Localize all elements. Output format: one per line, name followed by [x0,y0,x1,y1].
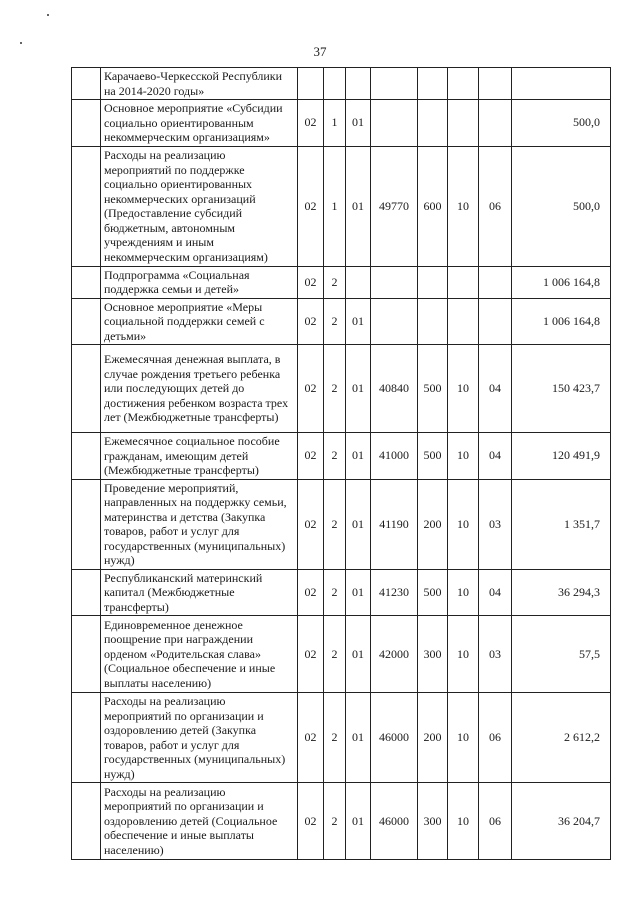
cell-name: Карачаево-Черкесской Республики на 2014-2020 годы» [101,68,298,100]
cell-section: 10 [448,693,479,783]
cell-amount: 150 423,7 [512,345,611,433]
cell-event: 01 [346,433,371,480]
cell-section: 10 [448,479,479,569]
cell-number [72,616,101,693]
cell-program: 02 [298,616,324,693]
cell-subsection: 04 [479,569,512,616]
cell-name: Единовременное денежное поощрение при награждении орденом «Родительская слава» (Социальное обеспечение и иные выплаты населению) [101,616,298,693]
cell-expense-type: 300 [418,616,448,693]
cell-amount: 1 006 164,8 [512,266,611,298]
cell-subsection: 03 [479,479,512,569]
cell-section [448,298,479,345]
cell-name: Проведение мероприятий, направленных на поддержку семьи, материнства и детства (Закупка товаров, работ и услуг для государственных (муниципальных) нужд) [101,479,298,569]
cell-event: 01 [346,146,371,266]
cell-event [346,266,371,298]
cell-subsection [479,266,512,298]
cell-subsection: 03 [479,616,512,693]
cell-amount [512,68,611,100]
cell-amount: 500,0 [512,100,611,147]
cell-subsection: 06 [479,783,512,860]
page-number: 37 [313,44,327,59]
cell-expense-type: 600 [418,146,448,266]
cell-program [298,68,324,100]
cell-subsection [479,100,512,147]
cell-event: 01 [346,100,371,147]
cell-program: 02 [298,146,324,266]
cell-subprogram: 1 [324,146,346,266]
budget-table-body [72,68,611,860]
table-row [72,433,611,480]
cell-subsection: 04 [479,345,512,433]
scan-speck [20,42,22,44]
cell-direction: 42000 [371,616,418,693]
table-row [72,298,611,345]
cell-subprogram: 2 [324,616,346,693]
cell-program: 02 [298,569,324,616]
table-row [72,68,611,100]
cell-expense-type: 200 [418,479,448,569]
cell-subsection: 06 [479,146,512,266]
cell-event: 01 [346,569,371,616]
cell-amount: 57,5 [512,616,611,693]
cell-name: Ежемесячное социальное пособие гражданам, имеющим детей (Межбюджетные трансферты) [101,433,298,480]
cell-subsection [479,298,512,345]
budget-table [71,67,611,860]
cell-number [72,146,101,266]
cell-direction: 40840 [371,345,418,433]
table-row [72,783,611,860]
cell-direction: 41000 [371,433,418,480]
table-row [72,100,611,147]
cell-number [72,783,101,860]
cell-expense-type [418,298,448,345]
cell-name: Основное мероприятие «Меры социальной поддержки семей с детьми» [101,298,298,345]
cell-subprogram: 2 [324,266,346,298]
cell-direction: 41230 [371,569,418,616]
table-row [72,479,611,569]
cell-program: 02 [298,298,324,345]
cell-program: 02 [298,479,324,569]
cell-subprogram: 1 [324,100,346,147]
cell-direction [371,68,418,100]
cell-number [72,433,101,480]
cell-event: 01 [346,783,371,860]
cell-program: 02 [298,345,324,433]
cell-section: 10 [448,569,479,616]
cell-event [346,68,371,100]
table-row [72,266,611,298]
cell-amount: 500,0 [512,146,611,266]
cell-expense-type [418,68,448,100]
cell-expense-type [418,266,448,298]
cell-number [72,569,101,616]
cell-program: 02 [298,266,324,298]
cell-event: 01 [346,693,371,783]
cell-section [448,68,479,100]
cell-number [72,345,101,433]
table-row [72,569,611,616]
cell-expense-type: 200 [418,693,448,783]
cell-amount: 120 491,9 [512,433,611,480]
cell-number [72,266,101,298]
cell-name: Ежемесячная денежная выплата, в случае рождения третьего ребенка или последующих детей до достижения ребенком возраста трех лет (Межбюджетные трансферты) [101,345,298,433]
cell-section: 10 [448,345,479,433]
cell-section: 10 [448,146,479,266]
cell-program: 02 [298,783,324,860]
cell-event: 01 [346,479,371,569]
cell-subprogram: 2 [324,298,346,345]
cell-amount: 1 006 164,8 [512,298,611,345]
cell-event: 01 [346,616,371,693]
cell-direction: 49770 [371,146,418,266]
cell-direction: 46000 [371,693,418,783]
table-row [72,345,611,433]
cell-program: 02 [298,693,324,783]
cell-event: 01 [346,345,371,433]
cell-amount: 36 294,3 [512,569,611,616]
table-row [72,693,611,783]
cell-program: 02 [298,100,324,147]
cell-subprogram: 2 [324,569,346,616]
cell-event: 01 [346,298,371,345]
cell-name: Расходы на реализацию мероприятий по поддержке социально ориентированных некоммерческих организаций (Предоставление субсидий бюджетным, автономным учреждениям и иным некоммерческим организациям) [101,146,298,266]
cell-subprogram: 2 [324,433,346,480]
cell-section: 10 [448,433,479,480]
cell-direction [371,266,418,298]
cell-subsection [479,68,512,100]
cell-amount: 36 204,7 [512,783,611,860]
scan-speck [47,14,49,16]
cell-section [448,100,479,147]
cell-subprogram: 2 [324,479,346,569]
cell-section: 10 [448,783,479,860]
cell-name: Расходы на реализацию мероприятий по организации и оздоровлению детей (Закупка товаров, работ и услуг для государственных (муниципальных) нужд) [101,693,298,783]
cell-number [72,68,101,100]
cell-direction [371,100,418,147]
cell-expense-type: 500 [418,569,448,616]
cell-amount: 2 612,2 [512,693,611,783]
cell-direction: 41190 [371,479,418,569]
cell-name: Основное мероприятие «Субсидии социально ориентированным некоммерческим организациям» [101,100,298,147]
cell-expense-type: 300 [418,783,448,860]
cell-program: 02 [298,433,324,480]
cell-expense-type [418,100,448,147]
cell-subprogram: 2 [324,783,346,860]
table-row [72,146,611,266]
cell-subsection: 04 [479,433,512,480]
cell-expense-type: 500 [418,345,448,433]
cell-subsection: 06 [479,693,512,783]
table-row [72,616,611,693]
cell-subprogram: 2 [324,693,346,783]
cell-name: Республиканский материнский капитал (Межбюджетные трансферты) [101,569,298,616]
cell-number [72,479,101,569]
cell-section: 10 [448,616,479,693]
cell-subprogram: 2 [324,345,346,433]
cell-amount: 1 351,7 [512,479,611,569]
cell-number [72,100,101,147]
cell-section [448,266,479,298]
cell-name: Расходы на реализацию мероприятий по организации и оздоровлению детей (Социальное обеспечение и иные выплаты населению) [101,783,298,860]
cell-number [72,298,101,345]
cell-expense-type: 500 [418,433,448,480]
cell-subprogram [324,68,346,100]
cell-direction [371,298,418,345]
cell-number [72,693,101,783]
cell-direction: 46000 [371,783,418,860]
cell-name: Подпрограмма «Социальная поддержка семьи и детей» [101,266,298,298]
